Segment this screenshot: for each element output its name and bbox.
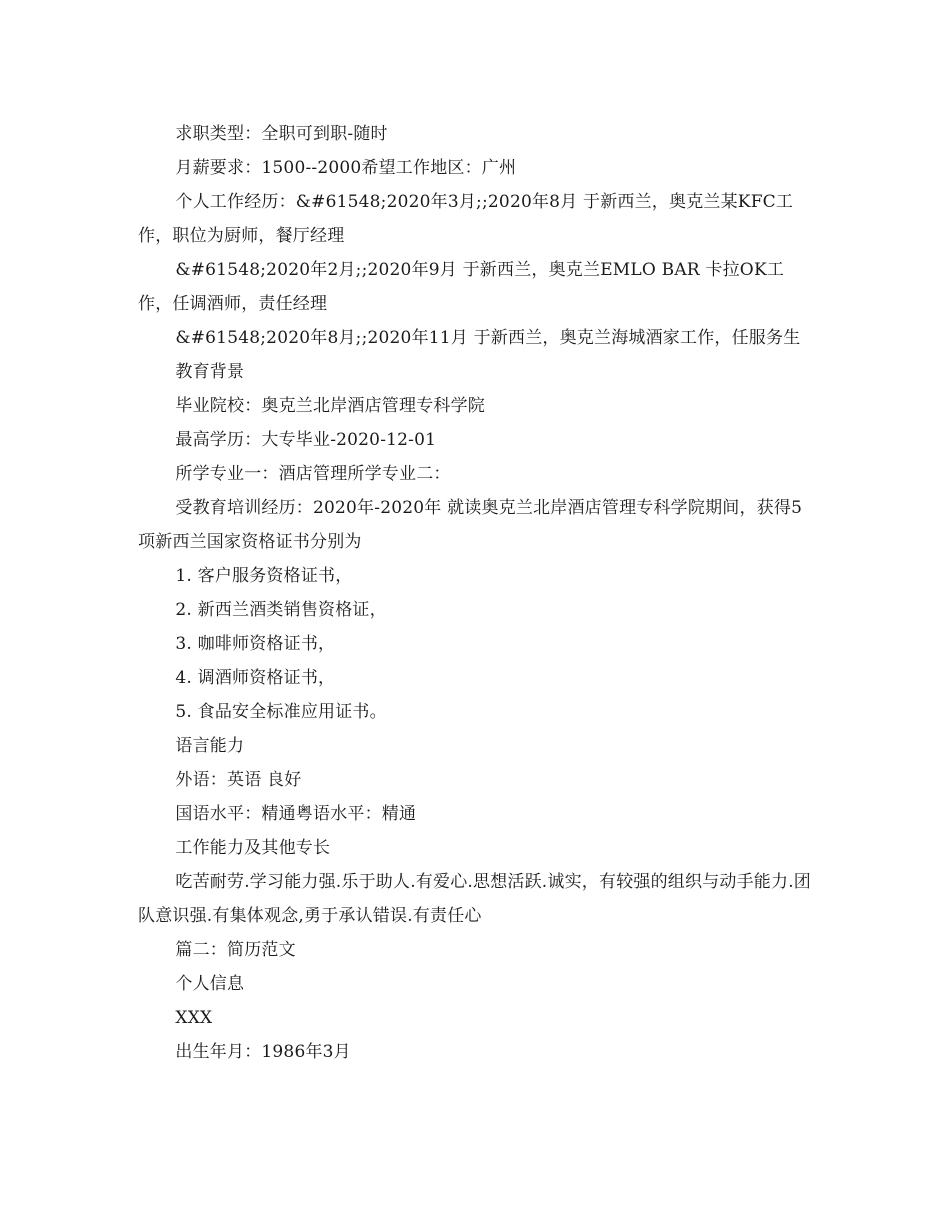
certificate-item-1: 1. 客户服务资格证书， — [175, 566, 353, 586]
foreign-language-line: 外语：英语 良好 — [175, 770, 302, 790]
section-heading-skills: 工作能力及其他专长 — [175, 838, 331, 858]
major-line: 所学专业一：酒店管理所学专业二： — [175, 464, 451, 484]
training-line: 受教育培训经历：2020年-2020年 就读奥克兰北岸酒店管理专科学院期间，获得5项新西兰国家资格证书分别为 — [138, 498, 803, 552]
section-heading-language: 语言能力 — [175, 736, 245, 756]
certificate-item-2: 2. 新西兰酒类销售资格证， — [175, 600, 387, 620]
skills-description: 吃苦耐劳.学习能力强.乐于助人.有爱心.思想活跃.诚实，有较强的组织与动手能力.团队意识强.有集体观念,勇于承认错误.有责任心 — [138, 872, 812, 926]
mandarin-cantonese-line: 国语水平：精通粤语水平：精通 — [175, 804, 417, 824]
certificate-item-4: 4. 调酒师资格证书， — [175, 668, 336, 688]
section-heading-personal-info: 个人信息 — [175, 974, 245, 994]
salary-location-line: 月薪要求：1500--2000希望工作地区：广州 — [175, 158, 517, 178]
job-type-line: 求职类型：全职可到职-随时 — [175, 124, 388, 144]
certificate-item-3: 3. 咖啡师资格证书， — [175, 634, 336, 654]
section-heading-education: 教育背景 — [175, 362, 245, 382]
school-line: 毕业院校：奥克兰北岸酒店管理专科学院 — [175, 396, 485, 416]
birth-date-line: 出生年月：1986年3月 — [175, 1042, 351, 1062]
name-placeholder: XXX — [175, 1008, 213, 1028]
document-body — [138, 117, 814, 1069]
work-experience-restaurant: &#61548;2020年8月;;2020年11月 于新西兰，奥克兰海城酒家工作，任服务生 — [175, 328, 801, 348]
work-experience-kfc: 个人工作经历：&#61548;2020年3月;;2020年8月 于新西兰，奥克兰某KFC工作，职位为厨师，餐厅经理 — [138, 192, 794, 246]
degree-line: 最高学历：大专毕业-2020-12-01 — [175, 430, 437, 450]
certificate-item-5: 5. 食品安全标准应用证书。 — [175, 702, 387, 722]
work-experience-emlo-bar: &#61548;2020年2月;;2020年9月 于新西兰，奥克兰EMLO BAR 卡拉OK工作，任调酒师，责任经理 — [138, 260, 785, 314]
section-heading-sample-resume: 篇二：简历范文 — [175, 940, 296, 960]
